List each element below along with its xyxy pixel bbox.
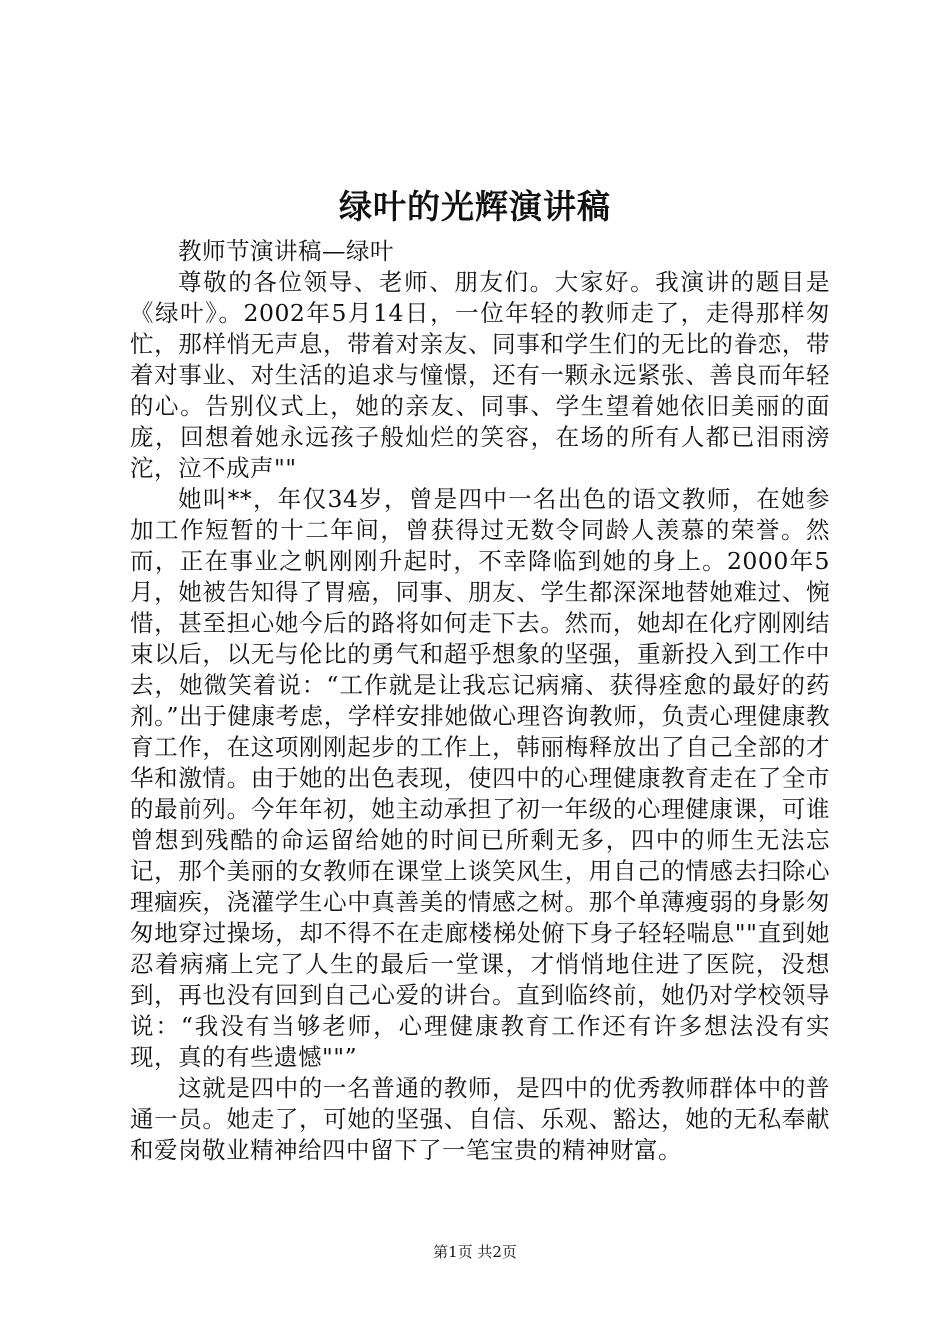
document-body (130, 236, 830, 1166)
paragraph-3: 这就是四中的一名普通的教师，是四中的优秀教师群体中的普通一员。她走了，可她的坚强、自信、乐观、豁达，她的无私奉献和爱岗敬业精神给四中留下了一笔宝贵的精神财富。 (130, 1074, 830, 1164)
paragraph-2: 她叫**，年仅34岁，曾是四中一名出色的语文教师，在她参加工作短暂的十二年间，曾获得过无数令同龄人羡慕的荣誉。然而，正在事业之帆刚刚升起时，不幸降临到她的身上。2000年5月，她被告知得了胃癌，同事、朋友、学生都深深地替她难过、惋惜，甚至担心她今后的路将如何走下去。然而，她却在化疗刚刚结束以后，以无与伦比的勇气和超乎想象的坚强，重新投入到工作中去，她微笑着说：“工作就是让我忘记病痛、获得痊愈的最好的药剂。”出于健康考虑，学样安排她做心理咨询教师，负责心理健康教育工作，在这项刚刚起步的工作上，韩丽梅释放出了自己全部的才华和激情。由于她的出色表现，使四中的心理健康教育走在了全市的最前列。今年年初，她主动承担了初一年级的心理健康课，可谁曾想到残酷的命运留给她的时间已所剩无多，四中的师生无法忘记，那个美丽的女教师在课堂上谈笑风生，用自己的情感去扫除心理痼疾，浇灌学生心中真善美的情感之树。那个单薄瘦弱的身影匆匆地穿过操场，却不得不在走廊楼梯处俯下身子轻轻喘息""直到她忍着病痛上完了人生的最后一堂课，才悄悄地住进了医院，没想到，再也没有回到自己心爱的讲台。直到临终前，她仍对学校领导说：“我没有当够老师，心理健康教育工作还有许多想法没有实现，真的有些遗憾""” (130, 485, 830, 1071)
paragraph-1: 尊敬的各位领导、老师、朋友们。大家好。我演讲的题目是《绿叶》。2002年5月14日，一位年轻的教师走了，走得那样匆忙，那样悄无声息，带着对亲友、同事和学生们的无比的眷恋，带着对事业、对生活的追求与憧憬，还有一颗永远紧张、善良而年轻的心。告别仪式上，她的亲友、同事、学生望着她依旧美丽的面庞，回想着她永远孩子般灿烂的笑容，在场的所有人都已泪雨滂沱，泣不成声"" (130, 268, 830, 482)
page-footer: 第1页 共2页 (433, 1243, 517, 1261)
document-title: 绿叶的光辉演讲稿 (339, 187, 611, 226)
document-subtitle: 教师节演讲稿—绿叶 (178, 237, 394, 265)
